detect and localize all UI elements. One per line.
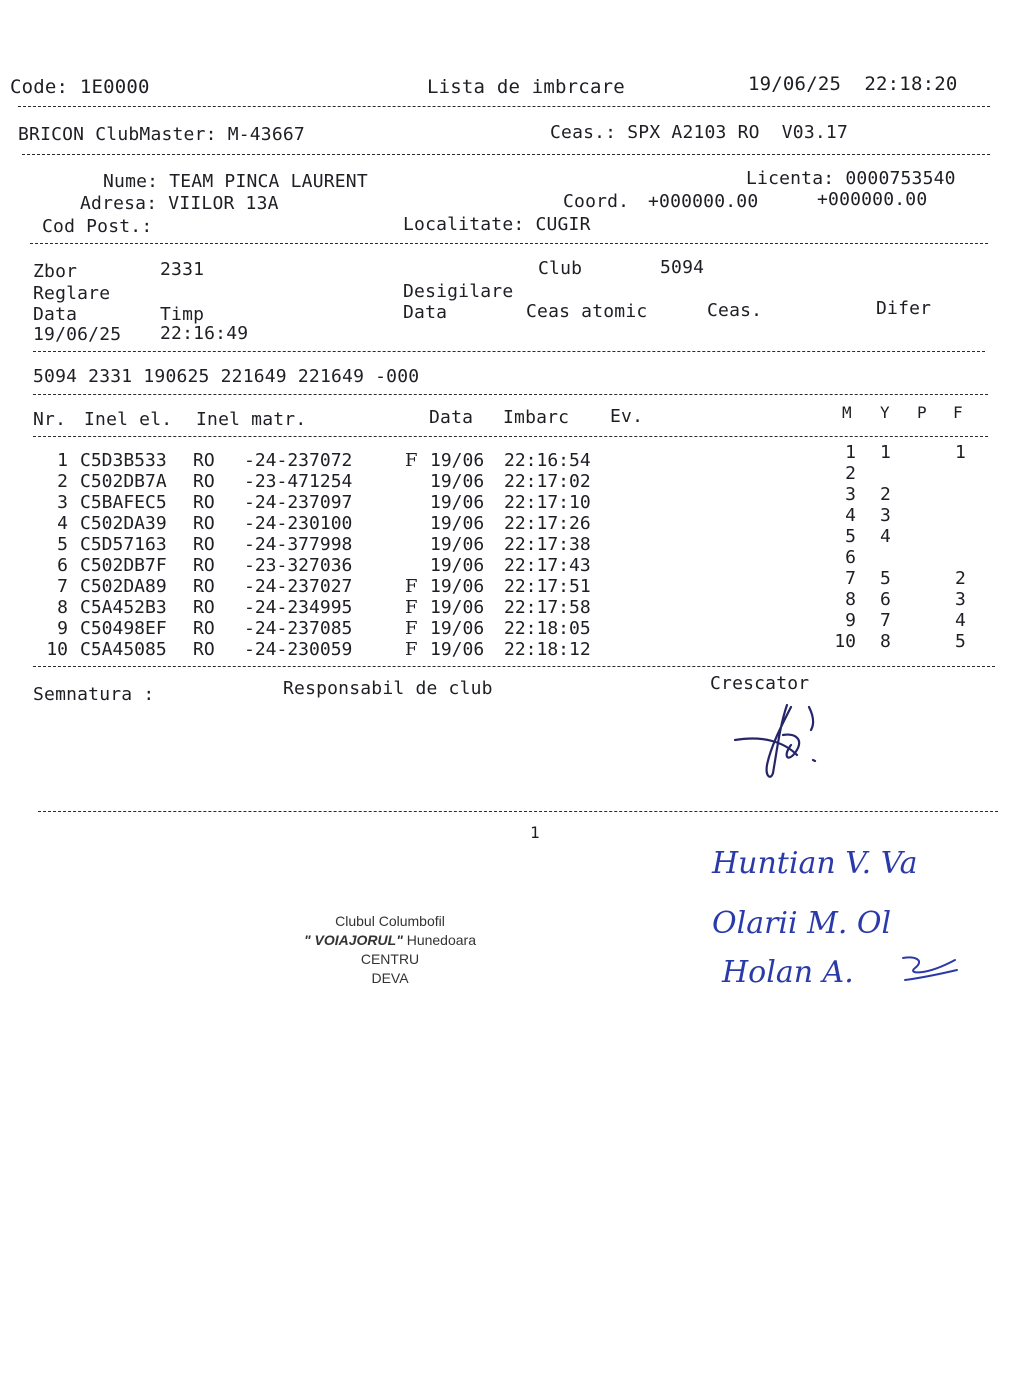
row-date: 19/06 (430, 639, 485, 660)
row-time: 22:18:12 (504, 639, 591, 660)
unseal-date-label: Data (403, 302, 448, 323)
row-f: 1 (955, 442, 966, 463)
coord-lon: +000000.00 (817, 189, 928, 210)
row-ring-electronic: C5D3B533 (80, 450, 167, 471)
col-imbarc: Imbarc (503, 407, 570, 428)
row-ring-number: -23-471254 (244, 471, 353, 492)
col-nr: Nr. (33, 409, 67, 430)
row-ring-electronic: C502DB7F (80, 555, 167, 576)
handwritten-name-3: Holan A. (722, 955, 854, 990)
row-flag: F (405, 576, 418, 597)
table-row (0, 568, 1024, 597)
coord-lat: +000000.00 (648, 191, 759, 212)
row-ring-electronic: C50498EF (80, 618, 167, 639)
row-date: 19/06 (430, 471, 485, 492)
atomic-clock-label: Ceas atomic (526, 301, 648, 322)
club-stamp (270, 912, 510, 988)
row-country: RO (193, 450, 215, 471)
clock-label: Ceas. (707, 300, 763, 321)
row-country: RO (193, 597, 215, 618)
table-row (0, 631, 1024, 660)
col-p: P (917, 403, 927, 422)
clubmaster-id: BRICON ClubMaster: M-43667 (18, 124, 305, 145)
row-ring-electronic: C502DA39 (80, 513, 167, 534)
row-time: 22:17:38 (504, 534, 591, 555)
row-nr: 8 (57, 597, 68, 618)
owner-name: Nume: TEAM PINCA LAURENT (103, 171, 368, 192)
row-y: 8 (880, 631, 891, 652)
row-country: RO (193, 471, 215, 492)
row-time: 22:17:58 (504, 597, 591, 618)
row-y: 2 (880, 484, 891, 505)
row-time: 22:17:02 (504, 471, 591, 492)
row-f: 5 (955, 631, 966, 652)
row-m: 8 (845, 589, 856, 610)
row-f: 2 (955, 568, 966, 589)
row-y: 1 (880, 442, 891, 463)
summary-line: 5094 2331 190625 221649 221649 -000 (33, 366, 420, 387)
license-number: Licenta: 0000753540 (746, 168, 956, 189)
stamp-city: Hunedoara (402, 932, 476, 948)
row-flag: F (405, 450, 418, 471)
postal-code-label: Cod Post.: (42, 216, 153, 237)
row-flag: F (405, 618, 418, 639)
row-y: 3 (880, 505, 891, 526)
col-ev: Ev. (610, 406, 644, 427)
table-row (0, 442, 1024, 471)
row-nr: 7 (57, 576, 68, 597)
difference-label: Difer (876, 298, 932, 319)
handwritten-initial-icon (895, 950, 965, 985)
col-m: M (842, 403, 852, 422)
row-ring-electronic: C5A452B3 (80, 597, 167, 618)
row-nr: 6 (57, 555, 68, 576)
row-nr: 5 (57, 534, 68, 555)
row-country: RO (193, 555, 215, 576)
row-nr: 2 (57, 471, 68, 492)
stamp-line-3: CENTRU (360, 951, 420, 967)
row-flag: F (405, 639, 418, 660)
row-date: 19/06 (430, 597, 485, 618)
divider (38, 811, 998, 812)
row-country: RO (193, 639, 215, 660)
row-nr: 9 (57, 618, 68, 639)
table-row (0, 589, 1024, 618)
row-time: 22:17:26 (504, 513, 591, 534)
document-title: Lista de imbrcare (427, 76, 625, 98)
row-ring-number: -24-234995 (244, 597, 353, 618)
table-row (0, 463, 1024, 492)
row-nr: 3 (57, 492, 68, 513)
table-row (0, 610, 1024, 639)
table-row (0, 484, 1024, 513)
row-f: 3 (955, 589, 966, 610)
stamp-club-name: " VOIAJORUL" (303, 932, 403, 948)
row-m: 5 (845, 526, 856, 547)
date-label: Data (33, 304, 78, 325)
club-number: 5094 (660, 257, 705, 278)
row-ring-number: -24-377998 (244, 534, 353, 555)
divider (33, 436, 988, 437)
row-ring-number: -24-237097 (244, 492, 353, 513)
divider (33, 394, 988, 395)
row-m: 2 (845, 463, 856, 484)
stamp-line-1: Clubul Columbofil (335, 913, 445, 929)
table-row (0, 547, 1024, 576)
divider (33, 666, 995, 667)
divider (33, 351, 985, 352)
page-number: 1 (530, 823, 540, 842)
document-code: Code: 1E0000 (10, 76, 150, 98)
row-m: 7 (845, 568, 856, 589)
setting-time: 22:16:49 (160, 323, 249, 344)
flight-number: 2331 (160, 259, 205, 280)
col-y: Y (880, 403, 890, 422)
row-date: 19/06 (430, 555, 485, 576)
row-m: 9 (845, 610, 856, 631)
row-ring-electronic: C5BAFEC5 (80, 492, 167, 513)
stamp-line-4: DEVA (371, 970, 409, 986)
row-m: 10 (834, 631, 856, 652)
table-row (0, 505, 1024, 534)
col-f: F (953, 403, 963, 422)
table-row (0, 526, 1024, 555)
row-flag: F (405, 597, 418, 618)
row-country: RO (193, 492, 215, 513)
reglare-label: Reglare (33, 283, 111, 304)
row-y: 7 (880, 610, 891, 631)
row-time: 22:17:43 (504, 555, 591, 576)
row-f: 4 (955, 610, 966, 631)
divider (22, 154, 990, 155)
row-m: 4 (845, 505, 856, 526)
row-date: 19/06 (430, 618, 485, 639)
row-time: 22:18:05 (504, 618, 591, 639)
handwritten-name-1: Huntian V. Va (712, 846, 918, 881)
row-time: 22:16:54 (504, 450, 591, 471)
coord-label: Coord. (563, 191, 630, 212)
row-country: RO (193, 534, 215, 555)
row-ring-electronic: C502DB7A (80, 471, 167, 492)
owner-address: Adresa: VIILOR 13A (80, 193, 279, 214)
row-country: RO (193, 618, 215, 639)
row-ring-number: -24-237072 (244, 450, 353, 471)
row-time: 22:17:51 (504, 576, 591, 597)
row-time: 22:17:10 (504, 492, 591, 513)
row-y: 6 (880, 589, 891, 610)
stamp-line-2 (270, 931, 510, 950)
row-ring-number: -24-237027 (244, 576, 353, 597)
setting-date: 19/06/25 (33, 324, 122, 345)
row-ring-electronic: C5A45085 (80, 639, 167, 660)
flight-label: Zbor (33, 261, 78, 282)
desigilare-label: Desigilare (403, 281, 514, 302)
col-inel-el: Inel el. (84, 409, 173, 430)
clock-info: Ceas.: SPX A2103 RO V03.17 (550, 122, 848, 143)
row-m: 1 (845, 442, 856, 463)
locality: Localitate: CUGIR (403, 214, 591, 235)
row-date: 19/06 (430, 450, 485, 471)
row-ring-number: -24-237085 (244, 618, 353, 639)
row-y: 5 (880, 568, 891, 589)
row-y: 4 (880, 526, 891, 547)
col-inel-matr: Inel matr. (196, 409, 307, 430)
row-date: 19/06 (430, 534, 485, 555)
row-nr: 10 (46, 639, 68, 660)
row-m: 3 (845, 484, 856, 505)
row-ring-number: -23-327036 (244, 555, 353, 576)
col-data: Data (429, 407, 474, 428)
row-m: 6 (845, 547, 856, 568)
row-nr: 4 (57, 513, 68, 534)
time-label: Timp (160, 304, 205, 325)
divider (18, 106, 990, 107)
club-responsible-label: Responsabil de club (283, 678, 493, 699)
row-ring-number: -24-230100 (244, 513, 353, 534)
row-country: RO (193, 513, 215, 534)
row-date: 19/06 (430, 513, 485, 534)
row-date: 19/06 (430, 492, 485, 513)
row-date: 19/06 (430, 576, 485, 597)
row-ring-electronic: C502DA89 (80, 576, 167, 597)
row-ring-electronic: C5D57163 (80, 534, 167, 555)
breeder-label: Crescator (710, 673, 810, 694)
divider (30, 243, 988, 244)
row-country: RO (193, 576, 215, 597)
row-nr: 1 (57, 450, 68, 471)
breeder-signature-icon (725, 695, 845, 785)
print-datetime: 19/06/25 22:18:20 (748, 73, 958, 95)
row-ring-number: -24-230059 (244, 639, 353, 660)
signature-label: Semnatura : (33, 684, 155, 705)
handwritten-name-2: Olarii M. Ol (712, 906, 892, 941)
club-label: Club (538, 258, 583, 279)
